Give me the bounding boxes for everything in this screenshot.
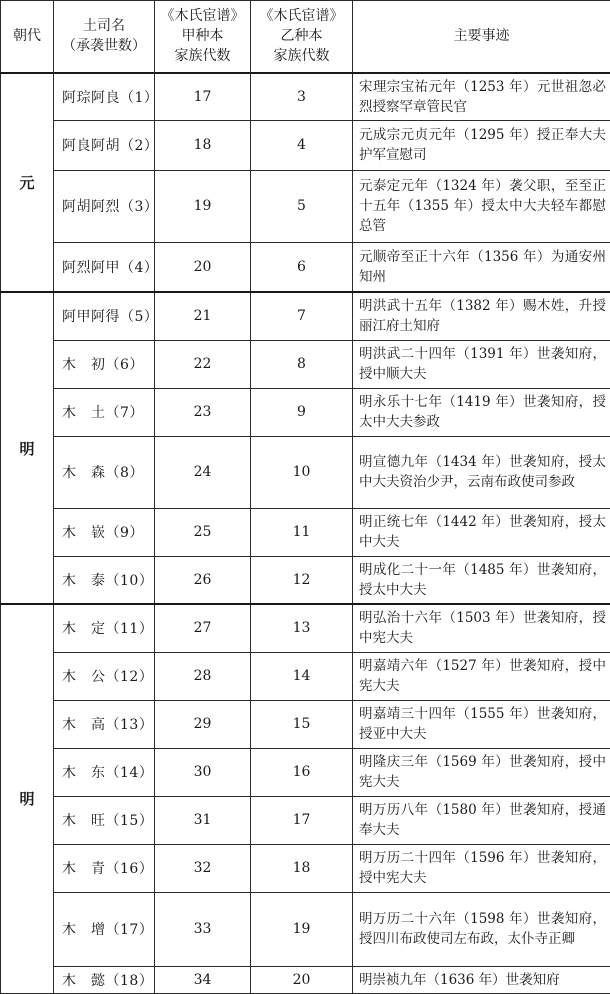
generation-a: 33: [155, 892, 251, 966]
chieftain-name: 木 旺（15）: [54, 796, 155, 844]
deeds-text: 明嘉靖六年（1527 年）世袭知府，授中宪大夫: [353, 652, 610, 700]
deeds-text: 明弘治十六年（1503 年）世袭知府，授中宪大夫: [353, 604, 610, 652]
table-row: [1, 436, 610, 508]
chieftain-name: 阿琮阿良（1）: [54, 73, 155, 121]
generation-a: 29: [155, 700, 251, 748]
generation-b: 14: [251, 652, 353, 700]
generation-a: 20: [155, 242, 251, 292]
table-row: [1, 700, 610, 748]
chieftain-name: 木 定（11）: [54, 604, 155, 652]
generation-b: 4: [251, 120, 353, 170]
generation-a: 21: [155, 292, 251, 340]
generation-a: 27: [155, 604, 251, 652]
deeds-text: 明正统七年（1442 年）世袭知府，授太中大夫: [353, 508, 610, 556]
deeds-text: 明洪武十五年（1382 年）赐木姓，升授丽江府土知府: [353, 292, 610, 340]
table-row: [1, 508, 610, 556]
generation-b: 10: [251, 436, 353, 508]
table-row: [1, 73, 610, 121]
table-row: [1, 892, 610, 966]
header-gen-b: [251, 1, 353, 73]
generation-a: 32: [155, 844, 251, 892]
table-row: [1, 170, 610, 242]
header-gen-a-line1: 《木氏宦谱》: [155, 6, 250, 26]
generation-b: 18: [251, 844, 353, 892]
generation-b: 11: [251, 508, 353, 556]
chieftain-name: 木 东（14）: [54, 748, 155, 796]
table-row: [1, 120, 610, 170]
generation-a: 28: [155, 652, 251, 700]
generation-b: 20: [251, 966, 353, 993]
era-cell: 元: [1, 73, 54, 293]
chieftain-name: 木 增（17）: [54, 892, 155, 966]
table-row: [1, 844, 610, 892]
generation-b: 13: [251, 604, 353, 652]
table-row: [1, 292, 610, 340]
deeds-text: 元泰定元年（1324 年）袭父职，至至正十五年（1355 年）授太中大夫轻车都慰总管: [353, 170, 610, 242]
chieftain-name: 木 青（16）: [54, 844, 155, 892]
chieftain-name: 木 嵚（9）: [54, 508, 155, 556]
generation-a: 25: [155, 508, 251, 556]
table-row: [1, 556, 610, 604]
chieftain-name: 木 高（13）: [54, 700, 155, 748]
deeds-text: 明万历八年（1580 年）世袭知府，授通奉大夫: [353, 796, 610, 844]
generation-b: 17: [251, 796, 353, 844]
header-gen-b-line3: 家族代数: [251, 46, 352, 66]
table-row: [1, 966, 610, 993]
header-name-line2: （承袭世数）: [54, 36, 154, 56]
generation-a: 22: [155, 340, 251, 388]
chieftain-name: 阿烈阿甲（4）: [54, 242, 155, 292]
generation-a: 26: [155, 556, 251, 604]
deeds-text: 宋理宗宝祐元年（1253 年）元世祖忽必烈授察罕章管民官: [353, 73, 610, 121]
generation-a: 24: [155, 436, 251, 508]
header-gen-b-line2: 乙种本: [251, 26, 352, 46]
generation-a: 31: [155, 796, 251, 844]
header-deeds: 主要事迹: [353, 1, 610, 73]
chieftain-name: 木 泰（10）: [54, 556, 155, 604]
chieftain-name: 阿良阿胡（2）: [54, 120, 155, 170]
deeds-text: 明宣德九年（1434 年）世袭知府，授太中大夫资治少尹，云南布政使司参政: [353, 436, 610, 508]
deeds-text: 明万历二十四年（1596 年）世袭知府，授中宪大夫: [353, 844, 610, 892]
deeds-text: 明成化二十一年（1485 年）世袭知府，授太中大夫: [353, 556, 610, 604]
chieftain-name: 木 森（8）: [54, 436, 155, 508]
generation-a: 17: [155, 73, 251, 121]
header-gen-a-line3: 家族代数: [155, 46, 250, 66]
chieftain-name: 木 土（7）: [54, 388, 155, 436]
generation-b: 16: [251, 748, 353, 796]
generation-b: 5: [251, 170, 353, 242]
deeds-text: 元成宗元贞元年（1295 年）授正奉大夫护军宣慰司: [353, 120, 610, 170]
generation-a: 18: [155, 120, 251, 170]
deeds-text: 元顺帝至正十六年（1356 年）为通安州知州: [353, 242, 610, 292]
table-row: [1, 604, 610, 652]
header-gen-b-line1: 《木氏宦谱》: [251, 6, 352, 26]
chieftain-name: 木 初（6）: [54, 340, 155, 388]
table-row: [1, 796, 610, 844]
generation-a: 30: [155, 748, 251, 796]
table-row: [1, 748, 610, 796]
table-row: [1, 340, 610, 388]
deeds-text: 明崇祯九年（1636 年）世袭知府: [353, 966, 610, 993]
era-cell: 明: [1, 604, 54, 993]
header-gen-a-line2: 甲种本: [155, 26, 250, 46]
chieftain-name: 木 公（12）: [54, 652, 155, 700]
deeds-text: 明洪武二十四年（1391 年）世袭知府，授中顺大夫: [353, 340, 610, 388]
generation-b: 8: [251, 340, 353, 388]
header-name-line1: 土司名: [54, 16, 154, 36]
generation-a: 19: [155, 170, 251, 242]
generation-a: 34: [155, 966, 251, 993]
generation-b: 15: [251, 700, 353, 748]
table-row: [1, 652, 610, 700]
header-name: [54, 1, 155, 73]
header-era: 朝代: [1, 1, 54, 73]
deeds-text: 明嘉靖三十四年（1555 年）世袭知府，授亚中大夫: [353, 700, 610, 748]
generation-b: 12: [251, 556, 353, 604]
generation-a: 23: [155, 388, 251, 436]
header-row: [1, 1, 610, 73]
table-row: [1, 388, 610, 436]
header-gen-a: [155, 1, 251, 73]
generation-b: 3: [251, 73, 353, 121]
deeds-text: 明隆庆三年（1569 年）世袭知府，授中宪大夫: [353, 748, 610, 796]
generation-b: 7: [251, 292, 353, 340]
chieftain-name: 阿胡阿烈（3）: [54, 170, 155, 242]
generation-b: 19: [251, 892, 353, 966]
deeds-text: 明万历二十六年（1598 年）世袭知府，授四川布政使司左布政，太仆寺正卿: [353, 892, 610, 966]
generation-b: 9: [251, 388, 353, 436]
deeds-text: 明永乐十七年（1419 年）世袭知府，授太中大夫参政: [353, 388, 610, 436]
chieftain-name: 阿甲阿得（5）: [54, 292, 155, 340]
era-cell: 明: [1, 292, 54, 604]
chieftain-name: 木 懿（18）: [54, 966, 155, 993]
generation-b: 6: [251, 242, 353, 292]
table-row: [1, 242, 610, 292]
